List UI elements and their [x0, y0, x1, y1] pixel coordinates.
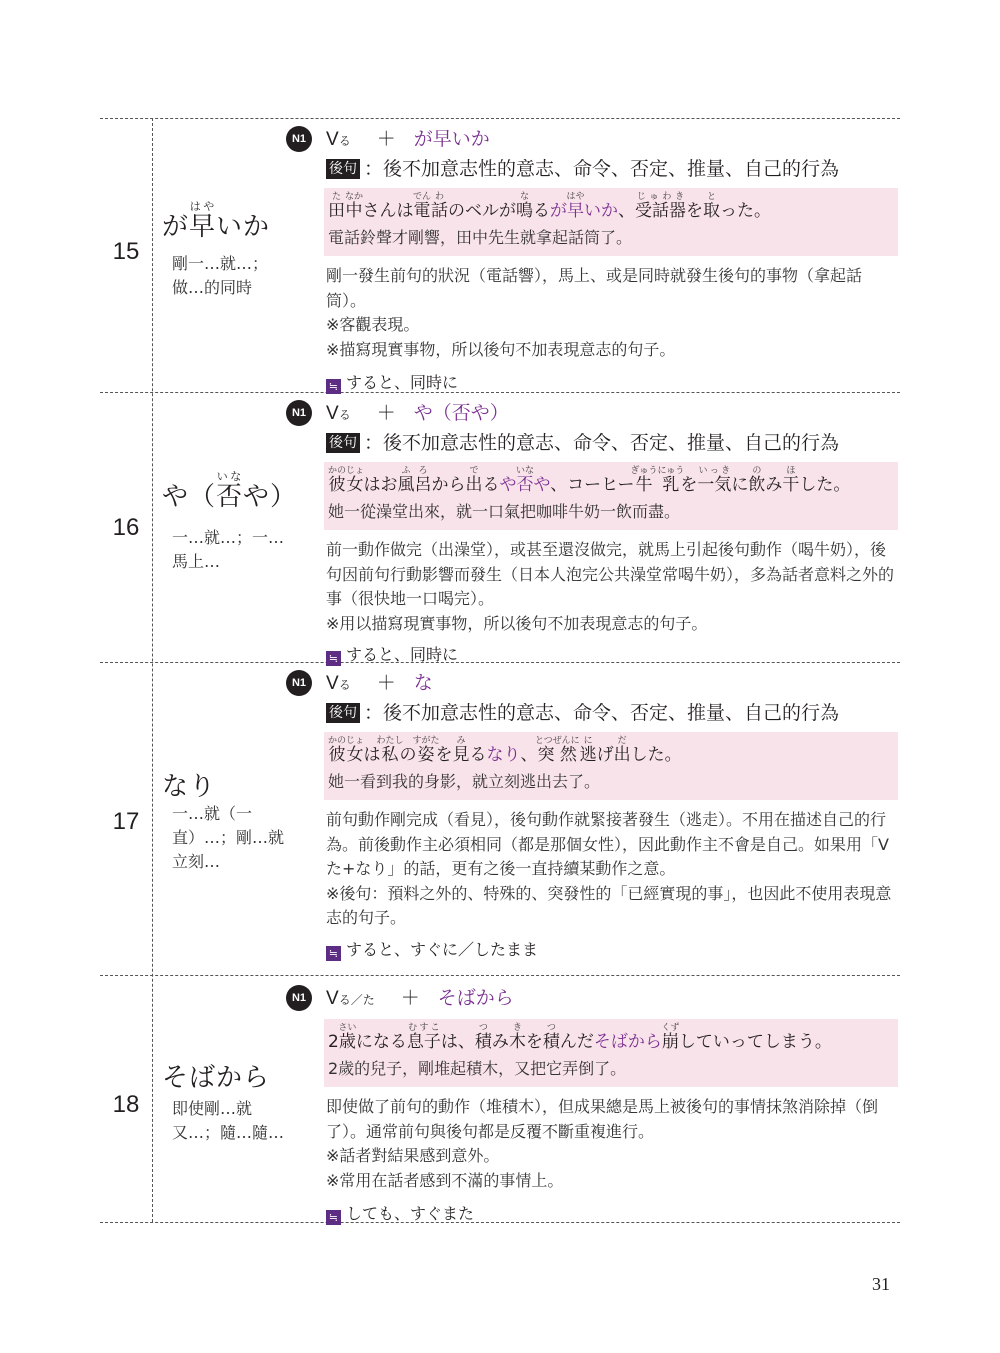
example-segment: した。	[799, 475, 851, 495]
furigana: に	[579, 736, 597, 746]
synonym-line: ≒ しても、すぐまた	[326, 1201, 898, 1227]
example-segment	[613, 736, 631, 765]
example-segment: 電	[413, 201, 431, 221]
furigana: ぎゅうにゅう	[630, 466, 685, 476]
entry-number: 15	[112, 238, 140, 265]
example-segment: 牛乳	[630, 475, 685, 495]
example-segment: を	[525, 1032, 543, 1052]
synonym-line: ≒ すると、同時に	[326, 642, 898, 668]
explanation: 前句動作剛完成（看見），後句動作就緊接著發生（逃走）。不用在描述自己的行為。前後動作主必須相同（都是那個女性），因此動作主不會是自己。如果用「Vた+なり」的話，更有之後一直持續某動作之意。 ※後句：預料之外的、特殊的、突發性的「已經實現的事」，也因此不使用表現意志的句子。	[326, 810, 892, 927]
example-segment	[748, 466, 766, 495]
example-segment	[345, 192, 364, 221]
level-badge: N1	[286, 400, 312, 426]
example-segment: 話	[431, 201, 448, 221]
grammar-entry	[100, 392, 900, 665]
highlighted-grammar: なり	[486, 745, 521, 765]
example-segment: 受話器	[635, 201, 686, 221]
target-grammar: や（否や）	[413, 402, 509, 424]
kouku-tag: 後句	[326, 159, 360, 179]
example-segment: していってしまう。	[678, 1032, 832, 1052]
example-segment: 姿	[412, 745, 440, 765]
furigana: つ	[542, 1023, 560, 1033]
example-segment: 歳	[338, 1032, 357, 1052]
example-segment: 取	[703, 201, 720, 221]
example-segment: 一気	[697, 475, 732, 495]
example-segment	[397, 466, 415, 495]
example-segment	[508, 1023, 526, 1052]
example-segment	[328, 466, 365, 495]
example-segment	[406, 1023, 441, 1052]
furigana: だ	[613, 736, 631, 746]
example-segment: 、	[520, 745, 538, 765]
highlighted-grammar: そばから	[593, 1032, 662, 1052]
furigana: かのじょ	[328, 466, 365, 476]
example-segment: 積	[542, 1032, 560, 1052]
example-segment: 、コーヒー	[550, 475, 635, 495]
example-segment: 鳴	[516, 201, 533, 221]
constraint-line: 後句 ：後不加意志性的意志、命令、否定、推量、自己的行為	[326, 154, 898, 184]
furigana: わたし	[376, 736, 404, 746]
example-segment	[338, 1023, 357, 1052]
example-segment: 息子	[406, 1032, 441, 1052]
target-grammar: な	[413, 672, 433, 694]
furigana: じゅわき	[635, 192, 686, 202]
meaning-text: 一…就（一 直）…；剛…就 立刻…	[172, 804, 285, 871]
example-segment	[635, 192, 686, 221]
example-segment: は	[363, 745, 381, 765]
example-segment: 木	[508, 1032, 526, 1052]
example-segment: 彼女	[328, 745, 365, 765]
furigana: き	[508, 1023, 526, 1033]
example-sentence	[328, 736, 892, 770]
example-segment: を	[435, 745, 453, 765]
furigana: むすこ	[406, 1023, 441, 1033]
meaning-text: 一…就…；一… 馬上…	[172, 528, 285, 571]
example-segment	[579, 736, 597, 765]
example-segment	[414, 466, 432, 495]
example-segment: になる	[355, 1032, 407, 1052]
synonym-icon: ≒	[326, 1210, 341, 1225]
example-segment: 積	[474, 1032, 492, 1052]
example-segment: から	[431, 475, 466, 495]
synonym-line: ≒ すると、同時に	[326, 370, 898, 396]
example-segment	[516, 192, 533, 221]
example-segment: のベルが	[448, 201, 516, 221]
example-segment: は、	[440, 1032, 475, 1052]
grammar-heading: なり	[162, 772, 217, 802]
example-segment: んだ	[559, 1032, 594, 1052]
grammar-entry	[100, 975, 900, 1222]
example-segment: した。	[630, 745, 682, 765]
furigana: はや	[566, 192, 585, 202]
form-line: N1 Vる ＋ が早いか	[286, 124, 898, 154]
example-segment: 呂	[414, 475, 432, 495]
target-grammar: そばから	[437, 987, 514, 1009]
furigana: で	[465, 466, 483, 476]
example-segment	[328, 736, 365, 765]
grammar-heading: そばから	[162, 1063, 271, 1093]
example-segment	[465, 466, 483, 495]
meaning-text: 即使剛…就 又…；隨…隨…	[172, 1099, 285, 1142]
synonym-icon: ≒	[326, 651, 341, 666]
example-segment: る	[533, 201, 550, 221]
level-badge: N1	[286, 126, 312, 152]
synonym-icon: ≒	[326, 946, 341, 961]
example-segment: 出	[465, 475, 483, 495]
example-segment	[630, 466, 685, 495]
furigana: いっき	[697, 466, 732, 476]
example-segment: を	[680, 475, 698, 495]
kouku-tag: 後句	[326, 433, 360, 453]
furigana: の	[748, 466, 766, 476]
example-translation: 她一從澡堂出來，就一口氣把咖啡牛奶一飲而盡。	[328, 502, 681, 521]
level-badge: N1	[286, 670, 312, 696]
example-segment	[412, 736, 440, 765]
example-segment: 、	[618, 201, 635, 221]
example-translation: 她一看到我的身影，就立刻逃出去了。	[328, 772, 601, 791]
example-segment: った。	[720, 201, 771, 221]
example-segment: 出	[613, 745, 631, 765]
grammar-entry	[100, 118, 900, 392]
explanation: 即使做了前句的動作（堆積木），但成果總是馬上被後句的事情抹煞消除掉（倒了）。通常前句與後句都是反覆不斷重複進行。 ※話者對結果感到意外。 ※常用在話者感到不滿的事情上。	[326, 1097, 879, 1190]
example-segment: る	[469, 745, 487, 765]
highlighted-grammar: や	[499, 475, 517, 495]
entry-number: 16	[112, 514, 140, 541]
example-segment: 早	[566, 201, 585, 221]
example-segment: を	[686, 201, 703, 221]
example-segment: 2	[328, 1032, 339, 1052]
form-line: N1 Vる／た ＋ そばから	[286, 983, 898, 1013]
example-segment: 風	[397, 475, 415, 495]
furigana: でん	[413, 192, 432, 202]
example-box	[324, 462, 898, 530]
meaning-text: 剛一…就…； 做…的同時	[172, 254, 269, 297]
example-segment	[452, 736, 470, 765]
example-segment	[376, 736, 404, 765]
form-line: N1 Vる ＋ や（否や）	[286, 398, 898, 428]
example-segment: み	[491, 1032, 509, 1052]
furigana: た	[328, 192, 345, 202]
example-segment: 干	[782, 475, 800, 495]
furigana: なか	[345, 192, 364, 202]
example-segment	[534, 736, 580, 765]
grammar-heading: が早はやいか	[162, 200, 271, 242]
furigana: ふ	[397, 466, 415, 476]
example-segment	[474, 1023, 492, 1052]
example-segment	[703, 192, 720, 221]
example-segment: 田	[328, 201, 345, 221]
example-segment	[431, 192, 448, 221]
grammar-heading: や（否いなや）	[162, 470, 298, 512]
example-segment	[328, 192, 345, 221]
synonym-line: ≒ すると、すぐに／したまま	[326, 937, 898, 963]
furigana: とつぜんに	[534, 736, 580, 746]
example-segment: げ	[596, 745, 614, 765]
example-segment: 逃	[579, 745, 597, 765]
entry-number: 17	[112, 808, 140, 835]
furigana: と	[703, 192, 720, 202]
example-segment: 見	[452, 745, 470, 765]
example-translation: 電話鈴聲才剛響，田中先生就拿起話筒了。	[328, 228, 633, 247]
highlighted-grammar	[566, 192, 585, 221]
example-segment: 崩	[661, 1032, 680, 1052]
furigana: な	[516, 192, 533, 202]
example-segment	[413, 192, 432, 221]
explanation: 剛一發生前句的狀況（電話響），馬上、或是同時就發生後句的事物（拿起話筒）。 ※客觀表現。 ※描寫現實事物，所以後句不加表現意志的句子。	[326, 266, 863, 359]
furigana: くず	[661, 1023, 680, 1033]
kouku-tag: 後句	[326, 703, 360, 723]
example-segment: さんは	[362, 201, 414, 221]
furigana: ろ	[414, 466, 432, 476]
highlighted-grammar	[516, 466, 535, 495]
synonym-icon: ≒	[326, 379, 341, 394]
form-line: N1 Vる ＋ な	[286, 668, 898, 698]
page-number: 31	[872, 1274, 890, 1294]
highlighted-grammar: や	[533, 475, 551, 495]
explanation: 前一動作做完（出澡堂），或甚至還沒做完，就馬上引起後句動作（喝牛奶），後句因前句行動影響而發生（日本人泡完公共澡堂常喝牛奶），多為話者意料之外的事（很快地一口喝完）。 ※用以描寫現實事物，所以後句不加表現意志的句子。	[326, 540, 895, 633]
example-segment: 彼女	[328, 475, 365, 495]
example-segment: 否	[516, 475, 535, 495]
example-sentence	[328, 466, 892, 500]
example-segment	[661, 1023, 680, 1052]
example-translation: 2歲的兒子，剛堆起積木，又把它弄倒了。	[328, 1059, 627, 1078]
furigana: すがた	[412, 736, 440, 746]
example-sentence	[328, 192, 892, 226]
example-box	[324, 188, 898, 256]
constraint-line: 後句 ：後不加意志性的意志、命令、否定、推量、自己的行為	[326, 428, 898, 458]
furigana: かのじょ	[328, 736, 365, 746]
example-segment: 突然	[534, 745, 580, 765]
target-grammar: が早いか	[413, 128, 490, 150]
example-segment: に	[731, 475, 749, 495]
furigana: さい	[338, 1023, 357, 1033]
example-segment: 中	[345, 201, 363, 221]
furigana: つ	[474, 1023, 492, 1033]
constraint-line: 後句 ：後不加意志性的意志、命令、否定、推量、自己的行為	[326, 698, 898, 728]
furigana: いな	[516, 466, 535, 476]
furigana: わ	[431, 192, 448, 202]
furigana: み	[452, 736, 470, 746]
highlighted-grammar: が	[550, 201, 567, 221]
furigana: ほ	[782, 466, 800, 476]
grammar-entry	[100, 662, 900, 975]
example-segment	[782, 466, 800, 495]
example-segment	[542, 1023, 560, 1052]
example-box	[324, 732, 898, 800]
level-badge: N1	[286, 985, 312, 1011]
example-segment: はお	[363, 475, 398, 495]
example-segment: 私	[376, 745, 404, 765]
highlighted-grammar: いか	[584, 201, 618, 221]
example-segment: 飲	[748, 475, 766, 495]
example-box	[324, 1019, 898, 1087]
example-segment: の	[399, 745, 417, 765]
example-segment	[697, 466, 732, 495]
entry-number: 18	[112, 1091, 140, 1118]
example-segment: る	[482, 475, 500, 495]
example-segment: み	[765, 475, 783, 495]
example-sentence	[328, 1023, 892, 1057]
